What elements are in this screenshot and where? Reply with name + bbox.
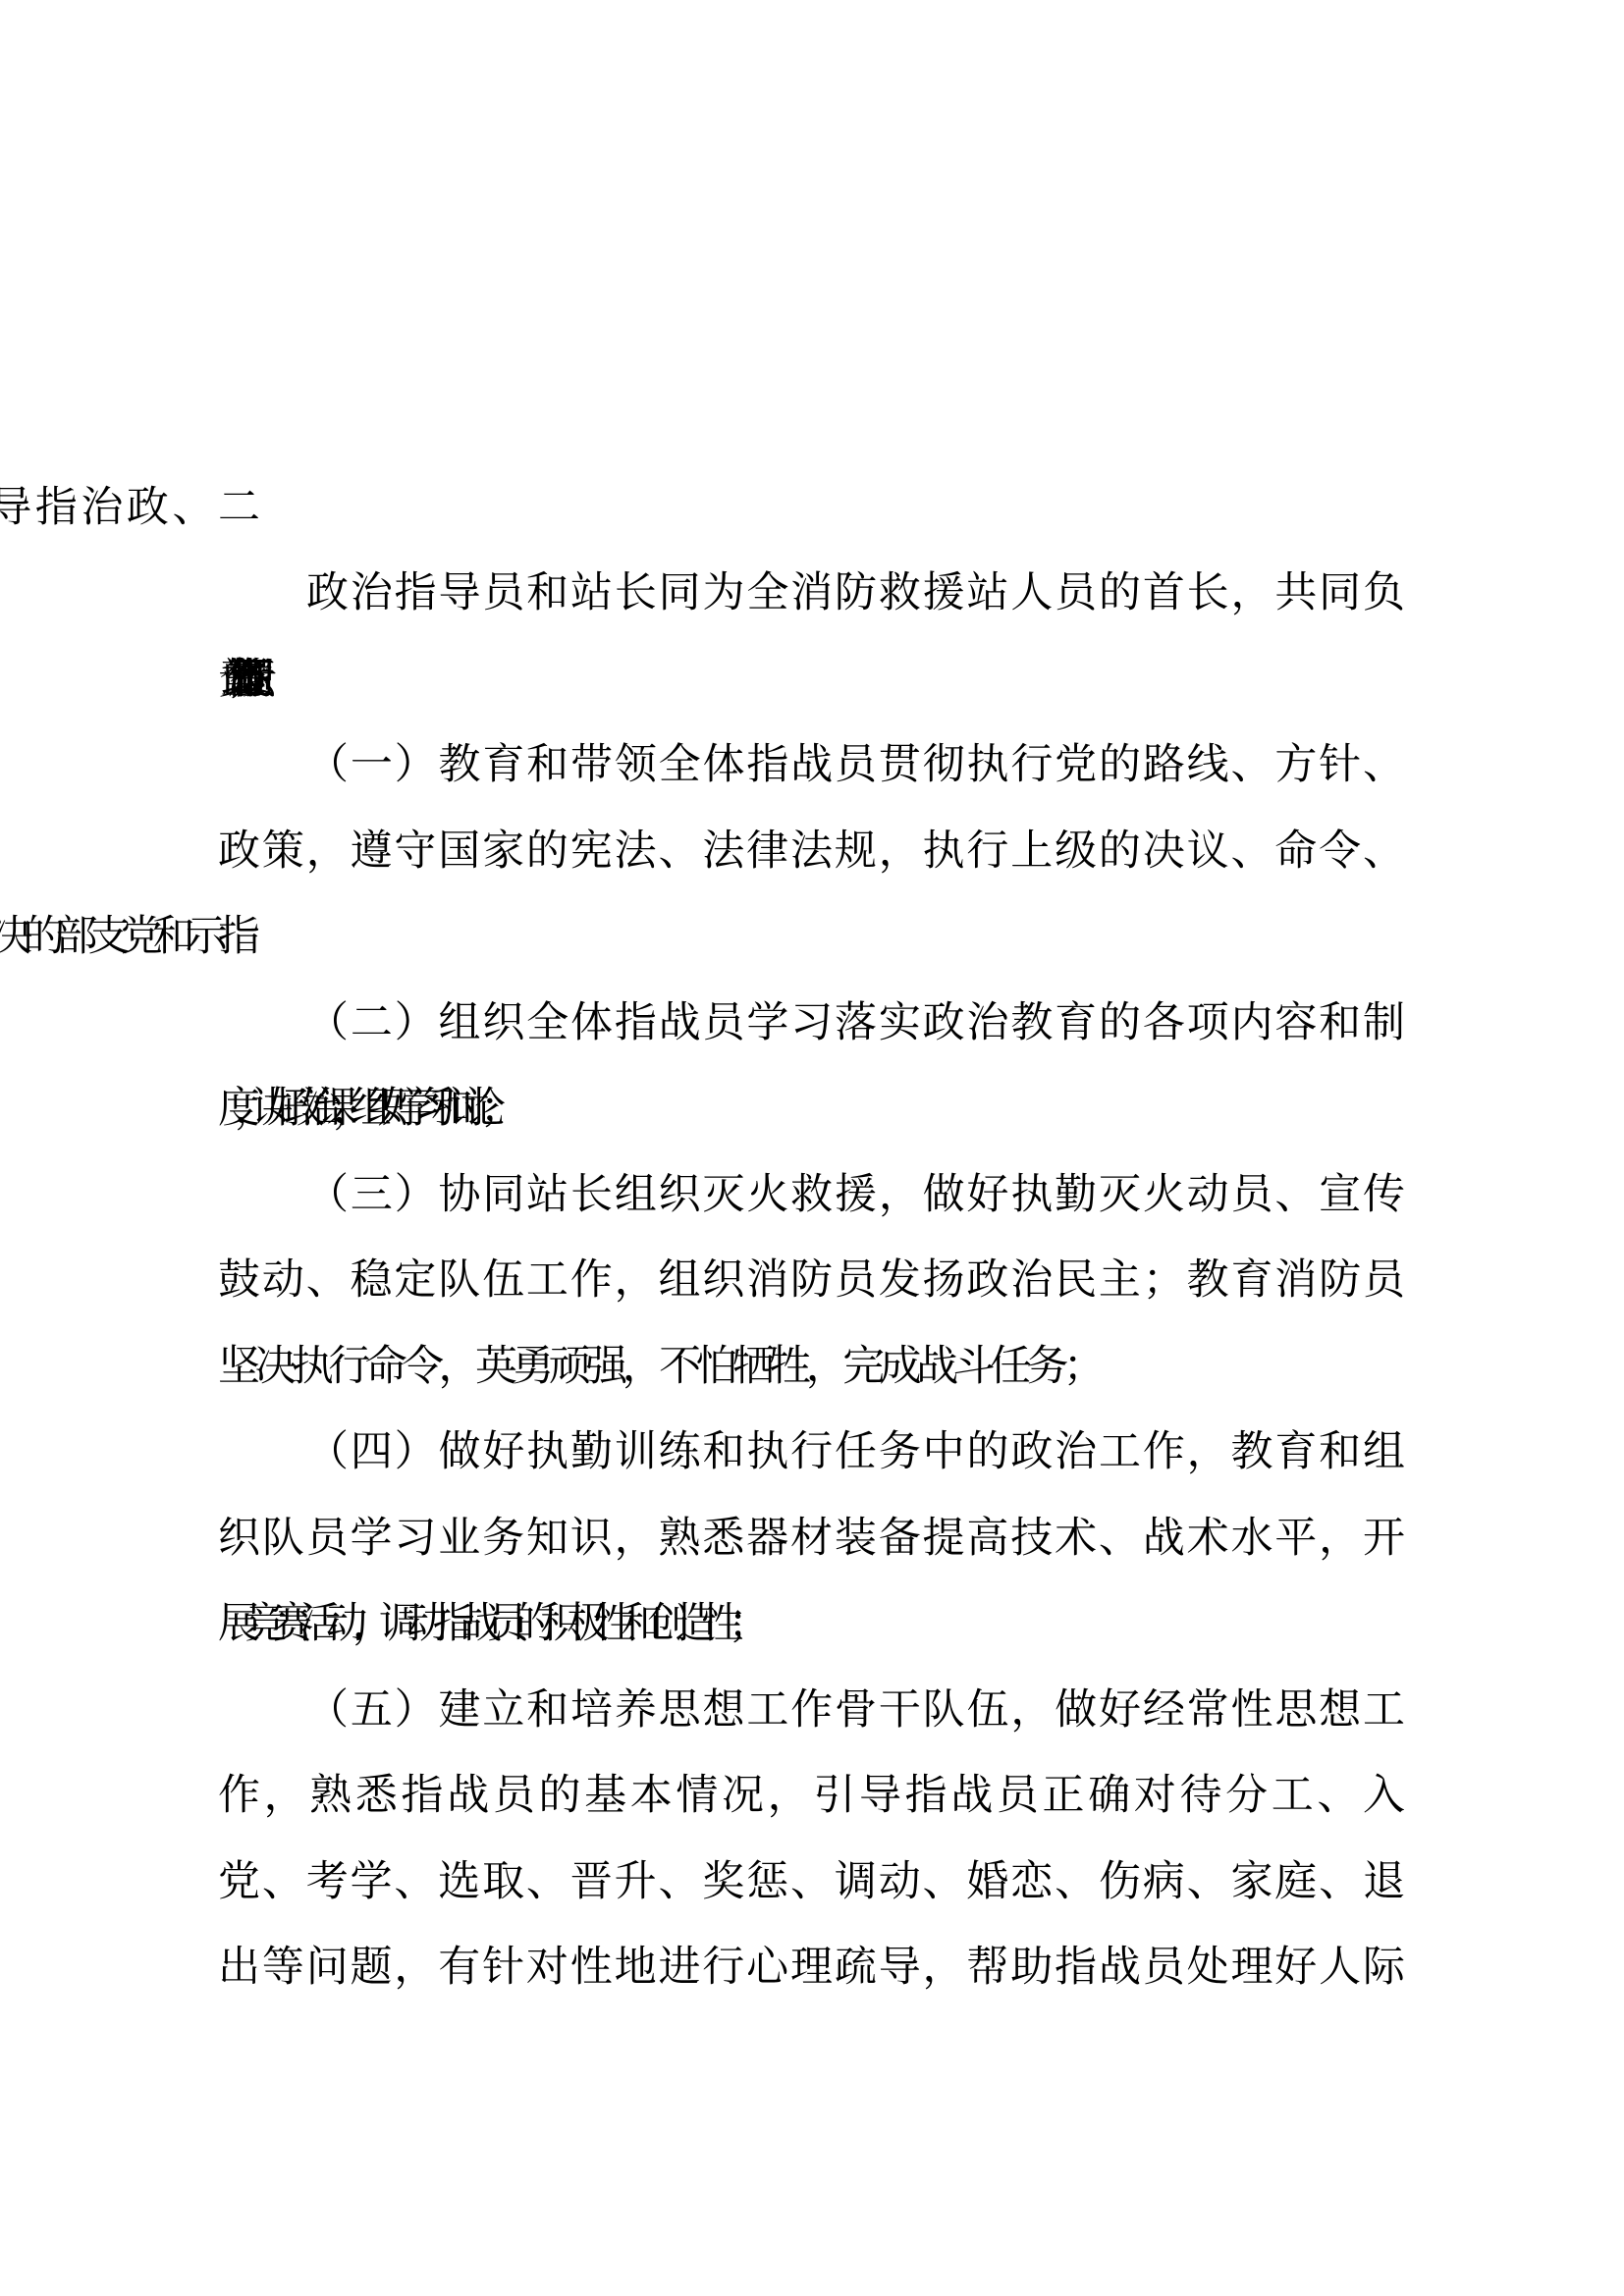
duty-5-line-1: （五）建立和培养思想工作骨干队伍，做好经常性思想工 (306, 1685, 1405, 1735)
duty-1-line-3 (218, 912, 1405, 961)
duty-1-line-1: （一）教育和带领全体指战员贯彻执行党的路线、方针、 (306, 740, 1405, 789)
duty-2-line-2: 度，讲好政治课，组织好学习和讨论； (218, 1084, 497, 1133)
duty-3-line-1: （三）协同站长组织灭火救援，做好执勤灭火动员、宣传 (306, 1170, 1405, 1219)
section-heading (218, 483, 1405, 532)
duty-3-line-3: 坚决执行命令，英勇顽强，不怕牺牲，完成战斗任务； (218, 1342, 1101, 1391)
duty-1-line-2: 政策，遵守国家的宪法、法律法规，执行上级的决议、命令、 (218, 827, 1405, 876)
intro-paragraph-line-1: 政治指导员和站长同为全消防救援站人员的首长，共同负 (306, 568, 1405, 617)
duty-4-line-3: 展竞赛活动，调动指战员的积极性和创造性； (218, 1599, 755, 1648)
duty-5-line-2: 作，熟悉指战员的基本情况，引导指战员正确对待分工、入 (218, 1771, 1405, 1820)
duty-3-line-2: 鼓动、稳定队伍工作，组织消防员发扬政治民主；教育消防员 (218, 1255, 1405, 1305)
duty-2-line-1: （二）组织全体指战员学习落实政治教育的各项内容和制 (306, 998, 1405, 1047)
duty-5-line-4: 出等问题，有针对性地进行心理疏导，帮助指战员处理好人际 (218, 1943, 1405, 1992)
intro-paragraph-line-2: 责全站的工作；履行下列职责： (218, 655, 239, 704)
duty-4-line-2: 织队员学习业务知识，熟悉器材装备提高技术、战术水平，开 (218, 1514, 1405, 1563)
duty-5-line-3: 党、考学、选取、晋升、奖惩、调动、婚恋、伤病、家庭、退 (218, 1857, 1405, 1906)
duty-4-line-1: （四）做好执勤训练和执行任务中的政治工作，教育和组 (306, 1427, 1405, 1476)
